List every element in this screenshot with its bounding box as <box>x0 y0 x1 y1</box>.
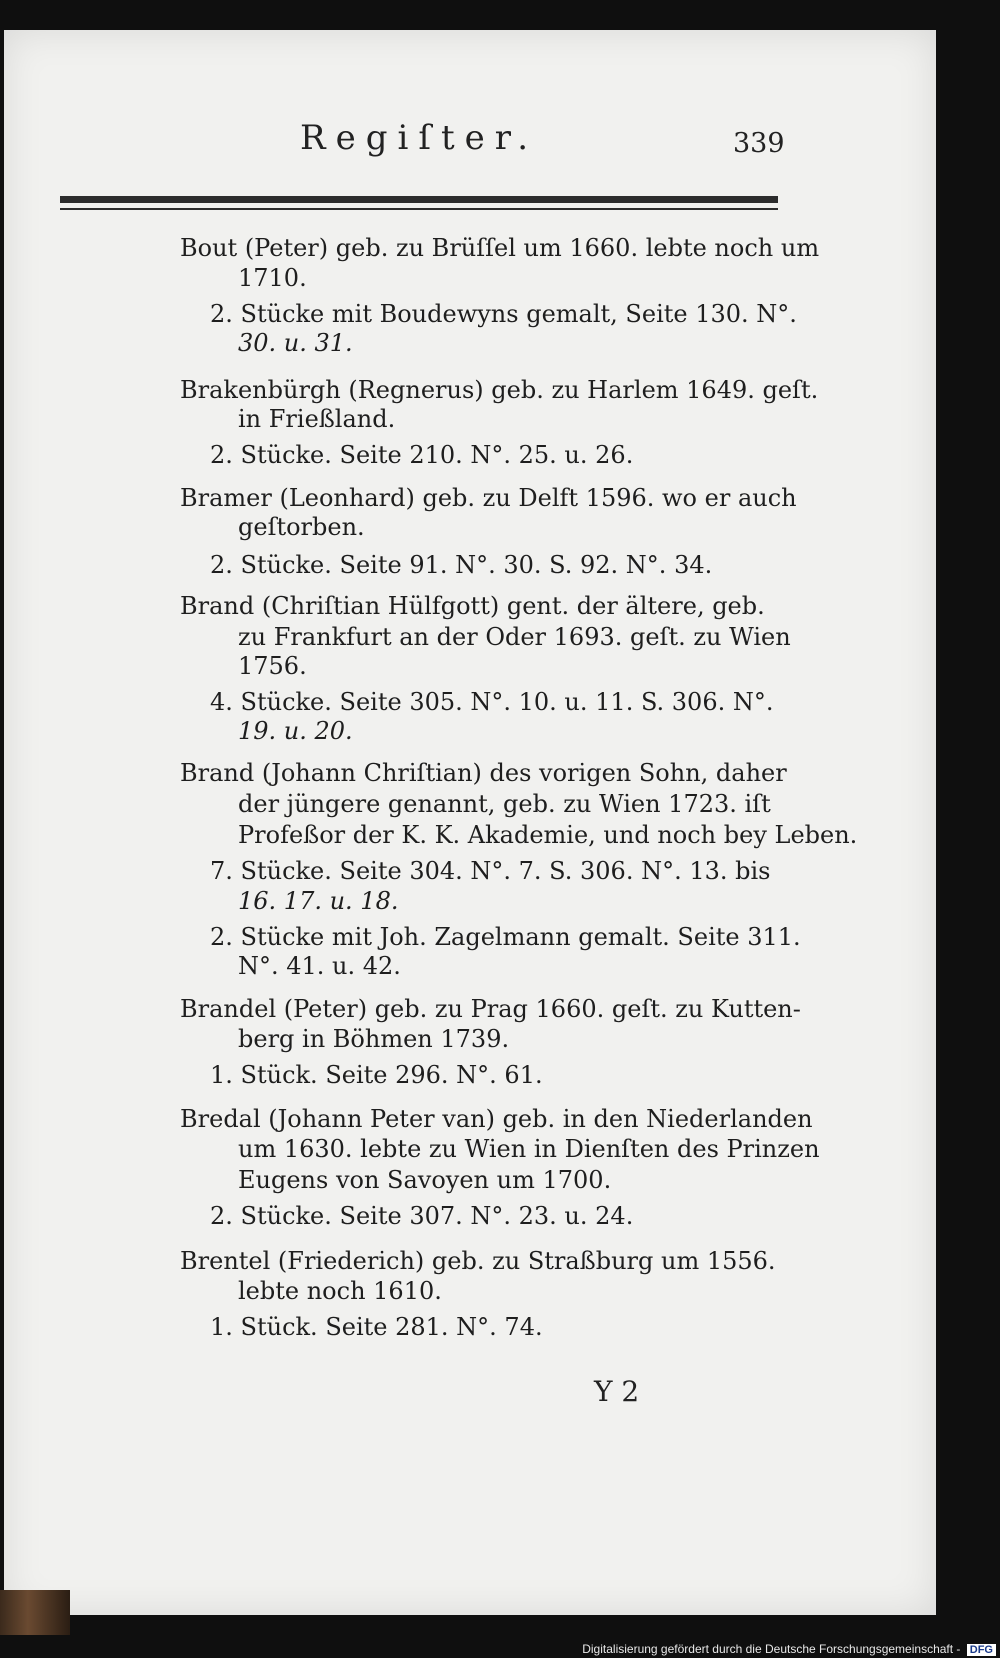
entry-subline: 16. 17. u. 18. <box>238 887 399 915</box>
entry-line: geſtorben. <box>238 513 365 541</box>
entry-subline: 2. Stücke. Seite 210. N°. 25. u. 26. <box>210 441 634 469</box>
entry-subline: 2. Stücke mit Boudewyns gemalt, Seite 130. N°. <box>210 300 797 328</box>
digitization-credit <box>582 1642 996 1656</box>
entry-line: Profeßor der K. K. Akademie, und noch bey Leben. <box>238 821 858 849</box>
entry-line: Bramer (Leonhard) geb. zu Delft 1596. wo er auch <box>180 484 797 512</box>
page-title: Regiſter. <box>300 118 539 158</box>
entry-line: Brand (Johann Chriſtian) des vorigen Sohn, daher <box>180 759 787 787</box>
entry-subline: 1. Stück. Seite 296. N°. 61. <box>210 1061 543 1089</box>
entry-subline: 2. Stücke. Seite 307. N°. 23. u. 24. <box>210 1202 634 1230</box>
entry-subline: 1. Stück. Seite 281. N°. 74. <box>210 1313 543 1341</box>
entry-subline: 2. Stücke mit Joh. Zagelmann gemalt. Seite 311. <box>210 923 801 951</box>
credit-text: Digitalisierung gefördert durch die Deutsche Forschungsgemeinschaft - <box>582 1642 961 1656</box>
entry-line: um 1630. lebte zu Wien in Dienſten des Prinzen <box>238 1135 820 1163</box>
entry-line: Brakenbürgh (Regnerus) geb. zu Harlem 1649. geſt. <box>180 376 819 404</box>
entry-line: Brentel (Friederich) geb. zu Straßburg um 1556. <box>180 1247 776 1275</box>
entry-line: Eugens von Savoyen um 1700. <box>238 1166 612 1194</box>
entry-line: der jüngere genannt, geb. zu Wien 1723. iſt <box>238 790 771 818</box>
entry-line: Brandel (Peter) geb. zu Prag 1660. geſt. zu Kutten- <box>180 995 801 1023</box>
entry-line: 1756. <box>238 652 307 680</box>
entry-line: 1710. <box>238 264 307 292</box>
entry-subline: 7. Stücke. Seite 304. N°. 7. S. 306. N°. 13. bis <box>210 857 771 885</box>
entry-line: Brand (Chriſtian Hülfgott) gent. der ältere, geb. <box>180 592 765 620</box>
entry-line: berg in Böhmen 1739. <box>238 1025 510 1053</box>
entry-line: Bredal (Johann Peter van) geb. in den Niederlanden <box>180 1105 813 1133</box>
entry-subline: 19. u. 20. <box>238 717 353 745</box>
entry-subline: N°. 41. u. 42. <box>238 952 401 980</box>
entry-line: in Frießland. <box>238 405 396 433</box>
page-number: 339 <box>733 128 785 159</box>
entry-subline: 30. u. 31. <box>238 329 353 357</box>
entry-line: lebte noch 1610. <box>238 1277 442 1305</box>
catchword: Y 2 <box>594 1375 640 1408</box>
entry-subline: 4. Stücke. Seite 305. N°. 10. u. 11. S. 306. N°. <box>210 688 774 716</box>
entry-line: zu Frankfurt an der Oder 1693. geſt. zu Wien <box>238 623 791 651</box>
entry-line: Bout (Peter) geb. zu Brüſſel um 1660. lebte noch um <box>180 234 820 262</box>
dfg-logo: DFG <box>967 1644 996 1656</box>
entry-subline: 2. Stücke. Seite 91. N°. 30. S. 92. N°. 34. <box>210 551 713 579</box>
